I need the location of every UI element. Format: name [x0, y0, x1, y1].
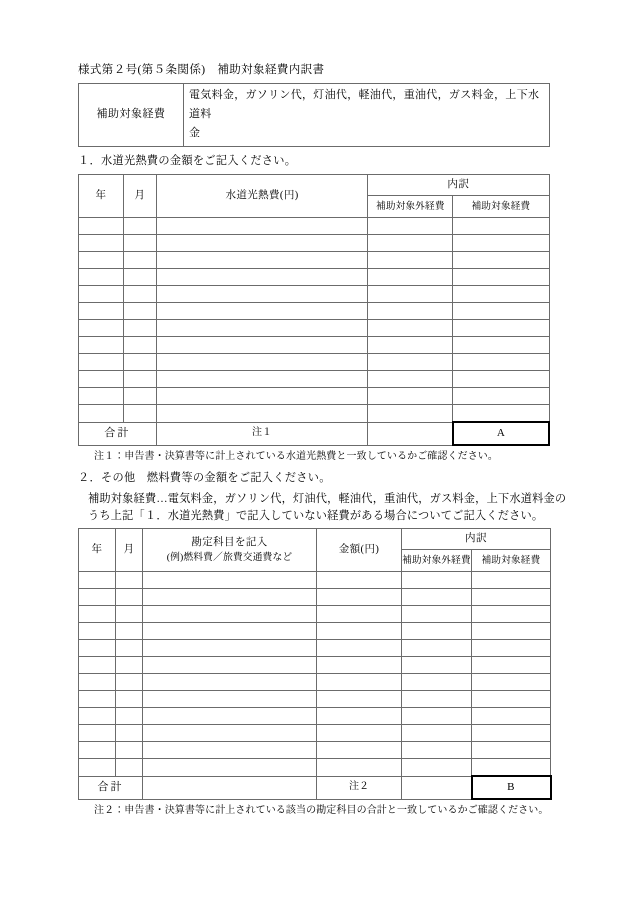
cell-year[interactable] — [79, 759, 116, 777]
cell-not-eligible[interactable] — [402, 640, 472, 657]
cell-eligible[interactable] — [453, 286, 549, 303]
page-title: 様式第２号(第５条関係) 補助対象経費内訳書 — [78, 64, 325, 76]
cell-year[interactable] — [79, 640, 116, 657]
cell-account-item[interactable] — [143, 572, 317, 589]
header-utilities-amount: 水道光熱費(円) — [156, 175, 368, 218]
table-row — [79, 606, 551, 623]
cell-month[interactable] — [123, 320, 156, 337]
cell-year[interactable] — [79, 623, 116, 640]
table-row — [79, 589, 551, 606]
total-main[interactable] — [143, 776, 317, 799]
table-row — [79, 337, 550, 354]
cell-month[interactable] — [116, 759, 143, 777]
total-eligible-box-b[interactable]: B — [472, 776, 551, 799]
cell-month[interactable] — [116, 708, 143, 725]
cell-utilities-amount[interactable] — [156, 320, 368, 337]
cell-amount[interactable] — [317, 674, 402, 691]
cell-amount[interactable] — [317, 657, 402, 674]
cell-eligible[interactable] — [472, 623, 551, 640]
cell-not-eligible[interactable] — [402, 708, 472, 725]
cell-year[interactable] — [79, 657, 116, 674]
cell-account-item[interactable] — [143, 708, 317, 725]
utilities-table-body — [79, 218, 550, 423]
total-not-eligible[interactable] — [402, 776, 472, 799]
cell-month[interactable] — [116, 725, 143, 742]
total-label: 合計 — [79, 776, 143, 799]
header-year: 年 — [79, 529, 116, 572]
section2-paragraph-line2: うち上記「１．水道光熱費」で記入していない経費がある場合についてご記入ください。 — [88, 510, 544, 522]
cell-year[interactable] — [79, 674, 116, 691]
cell-year[interactable] — [79, 286, 124, 303]
total-main-note[interactable]: 注１ — [156, 422, 368, 445]
cell-utilities-amount[interactable] — [156, 388, 368, 405]
cell-amount[interactable] — [317, 640, 402, 657]
utilities-table — [78, 174, 550, 446]
cell-not-eligible[interactable] — [402, 742, 472, 759]
cell-month[interactable] — [123, 235, 156, 252]
total-eligible-box-a[interactable]: A — [453, 422, 549, 445]
eligible-expense-value — [184, 84, 550, 147]
section1-note: 注１：申告書・決算書等に計上されている水道光熱費と一致しているかご確認ください。 — [94, 451, 498, 462]
cell-amount[interactable] — [317, 589, 402, 606]
table-row — [79, 84, 550, 147]
table-row — [79, 286, 550, 303]
table-row — [79, 708, 551, 725]
cell-year[interactable] — [79, 572, 116, 589]
cell-eligible[interactable] — [453, 252, 549, 269]
cell-not-eligible[interactable] — [368, 286, 453, 303]
form-sheet — [78, 62, 567, 818]
cell-month[interactable] — [123, 337, 156, 354]
cell-eligible[interactable] — [472, 589, 551, 606]
cell-year[interactable] — [79, 337, 124, 354]
cell-year[interactable] — [79, 371, 124, 388]
cell-not-eligible[interactable] — [368, 320, 453, 337]
section2-paragraph — [78, 491, 567, 525]
header-eligible: 補助対象経費 — [453, 196, 549, 218]
cell-utilities-amount[interactable] — [156, 269, 368, 286]
total-amount-note[interactable]: 注２ — [317, 776, 402, 799]
cell-eligible[interactable] — [472, 742, 551, 759]
table-row — [79, 742, 551, 759]
cell-eligible[interactable] — [453, 218, 549, 235]
cell-utilities-amount[interactable] — [156, 286, 368, 303]
table-row — [79, 252, 550, 269]
cell-eligible[interactable] — [453, 354, 549, 371]
cell-month[interactable] — [123, 354, 156, 371]
total-label: 合計 — [79, 422, 157, 445]
total-row — [79, 422, 550, 445]
cell-month[interactable] — [123, 252, 156, 269]
eligible-expense-value-line1: 電気料金，ガソリン代，灯油代，軽油代，重油代，ガス料金，上下水道料 — [189, 89, 540, 120]
cell-month[interactable] — [116, 572, 143, 589]
cell-year[interactable] — [79, 742, 116, 759]
cell-month[interactable] — [116, 640, 143, 657]
other-expenses-table — [78, 528, 552, 800]
header-not-eligible: 補助対象外経費 — [368, 196, 453, 218]
header-account-item — [143, 529, 317, 572]
cell-utilities-amount[interactable] — [156, 337, 368, 354]
cell-account-item[interactable] — [143, 657, 317, 674]
cell-year[interactable] — [79, 725, 116, 742]
cell-year[interactable] — [79, 691, 116, 708]
cell-month[interactable] — [123, 218, 156, 235]
cell-eligible[interactable] — [472, 640, 551, 657]
cell-account-item[interactable] — [143, 691, 317, 708]
cell-utilities-amount[interactable] — [156, 252, 368, 269]
header-breakdown-group: 内訳 — [402, 529, 551, 550]
table-row — [79, 218, 550, 235]
cell-not-eligible[interactable] — [402, 691, 472, 708]
cell-eligible[interactable] — [453, 269, 549, 286]
cell-not-eligible[interactable] — [368, 354, 453, 371]
table-row — [79, 691, 551, 708]
cell-not-eligible[interactable] — [402, 657, 472, 674]
cell-not-eligible[interactable] — [402, 589, 472, 606]
header-breakdown-group: 内訳 — [368, 175, 549, 196]
cell-not-eligible[interactable] — [368, 388, 453, 405]
cell-month[interactable] — [123, 303, 156, 320]
cell-month[interactable] — [116, 674, 143, 691]
cell-not-eligible[interactable] — [368, 252, 453, 269]
cell-year[interactable] — [79, 320, 124, 337]
total-row — [79, 776, 551, 799]
cell-eligible[interactable] — [453, 405, 549, 423]
table-row — [79, 320, 550, 337]
other-expenses-table-body — [79, 572, 551, 777]
cell-account-item[interactable] — [143, 589, 317, 606]
cell-month[interactable] — [123, 286, 156, 303]
table-row — [79, 235, 550, 252]
cell-not-eligible[interactable] — [368, 303, 453, 320]
total-not-eligible[interactable] — [368, 422, 453, 445]
header-month: 月 — [123, 175, 156, 218]
cell-month[interactable] — [123, 388, 156, 405]
cell-not-eligible[interactable] — [368, 235, 453, 252]
table-row — [79, 572, 551, 589]
cell-amount[interactable] — [317, 606, 402, 623]
cell-amount[interactable] — [317, 623, 402, 640]
eligible-expense-value-line2: 金 — [189, 127, 201, 139]
cell-year[interactable] — [79, 405, 124, 423]
table-row — [79, 388, 550, 405]
cell-account-item[interactable] — [143, 725, 317, 742]
cell-eligible[interactable] — [472, 759, 551, 777]
eligible-expense-label: 補助対象経費 — [79, 84, 184, 147]
cell-amount[interactable] — [317, 742, 402, 759]
cell-year[interactable] — [79, 606, 116, 623]
cell-year[interactable] — [79, 218, 124, 235]
table-header-row — [79, 529, 551, 550]
cell-eligible[interactable] — [472, 725, 551, 742]
cell-month[interactable] — [123, 371, 156, 388]
table-row — [79, 405, 550, 423]
section2-heading: ２．その他 燃料費等の金額をご記入ください。 — [78, 472, 331, 484]
cell-not-eligible[interactable] — [402, 759, 472, 777]
cell-eligible[interactable] — [472, 572, 551, 589]
cell-not-eligible[interactable] — [402, 572, 472, 589]
table-row — [79, 759, 551, 777]
cell-amount[interactable] — [317, 691, 402, 708]
cell-eligible[interactable] — [453, 303, 549, 320]
cell-account-item[interactable] — [143, 606, 317, 623]
cell-eligible[interactable] — [453, 337, 549, 354]
header-not-eligible: 補助対象外経費 — [402, 550, 472, 572]
cell-eligible[interactable] — [453, 371, 549, 388]
cell-eligible[interactable] — [453, 235, 549, 252]
cell-not-eligible[interactable] — [368, 371, 453, 388]
header-month: 月 — [116, 529, 143, 572]
cell-month[interactable] — [116, 623, 143, 640]
cell-utilities-amount[interactable] — [156, 354, 368, 371]
table-row — [79, 371, 550, 388]
cell-year[interactable] — [79, 303, 124, 320]
cell-year[interactable] — [79, 252, 124, 269]
cell-amount[interactable] — [317, 708, 402, 725]
cell-eligible[interactable] — [453, 320, 549, 337]
eligible-expense-box — [78, 83, 550, 147]
table-row — [79, 623, 551, 640]
cell-year[interactable] — [79, 269, 124, 286]
cell-eligible[interactable] — [472, 691, 551, 708]
table-row — [79, 269, 550, 286]
cell-month[interactable] — [116, 606, 143, 623]
cell-eligible[interactable] — [472, 657, 551, 674]
cell-year[interactable] — [79, 235, 124, 252]
cell-account-item[interactable] — [143, 640, 317, 657]
cell-amount[interactable] — [317, 759, 402, 777]
cell-utilities-amount[interactable] — [156, 405, 368, 423]
cell-eligible[interactable] — [472, 708, 551, 725]
cell-account-item[interactable] — [143, 759, 317, 777]
cell-not-eligible[interactable] — [402, 623, 472, 640]
cell-utilities-amount[interactable] — [156, 303, 368, 320]
table-row — [79, 657, 551, 674]
table-header-row — [79, 175, 550, 196]
cell-year[interactable] — [79, 589, 116, 606]
table-row — [79, 640, 551, 657]
cell-account-item[interactable] — [143, 742, 317, 759]
cell-eligible[interactable] — [472, 606, 551, 623]
header-account-item-line2: (例)燃料費／旅費交通費など — [166, 552, 293, 563]
cell-account-item[interactable] — [143, 674, 317, 691]
header-account-item-line1: 勘定科目を記入 — [191, 537, 268, 548]
cell-year[interactable] — [79, 354, 124, 371]
section1-heading: １．水道光熱費の金額をご記入ください。 — [78, 155, 297, 167]
cell-not-eligible[interactable] — [368, 218, 453, 235]
section2-paragraph-line1: 補助対象経費…電気料金，ガソリン代，灯油代，軽油代，重油代，ガス料金，上下水道料金の — [88, 493, 567, 505]
cell-utilities-amount[interactable] — [156, 218, 368, 235]
table-row — [79, 303, 550, 320]
table-row — [79, 354, 550, 371]
cell-month[interactable] — [116, 691, 143, 708]
cell-month[interactable] — [116, 589, 143, 606]
cell-utilities-amount[interactable] — [156, 371, 368, 388]
cell-month[interactable] — [123, 405, 156, 423]
cell-year[interactable] — [79, 708, 116, 725]
cell-not-eligible[interactable] — [368, 337, 453, 354]
cell-eligible[interactable] — [472, 674, 551, 691]
cell-amount[interactable] — [317, 725, 402, 742]
cell-account-item[interactable] — [143, 623, 317, 640]
cell-amount[interactable] — [317, 572, 402, 589]
table-row — [79, 674, 551, 691]
section2-note: 注２：申告書・決算書等に計上されている該当の勘定科目の合計と一致しているかご確認ください。 — [94, 805, 549, 816]
cell-month[interactable] — [116, 742, 143, 759]
header-eligible: 補助対象経費 — [472, 550, 551, 572]
header-year: 年 — [79, 175, 124, 218]
header-amount: 金額(円) — [317, 529, 402, 572]
cell-not-eligible[interactable] — [402, 606, 472, 623]
cell-not-eligible[interactable] — [402, 725, 472, 742]
table-row — [79, 725, 551, 742]
cell-eligible[interactable] — [453, 388, 549, 405]
cell-not-eligible[interactable] — [368, 405, 453, 423]
cell-year[interactable] — [79, 388, 124, 405]
cell-month[interactable] — [116, 657, 143, 674]
cell-not-eligible[interactable] — [402, 674, 472, 691]
cell-month[interactable] — [123, 269, 156, 286]
cell-utilities-amount[interactable] — [156, 235, 368, 252]
cell-not-eligible[interactable] — [368, 269, 453, 286]
